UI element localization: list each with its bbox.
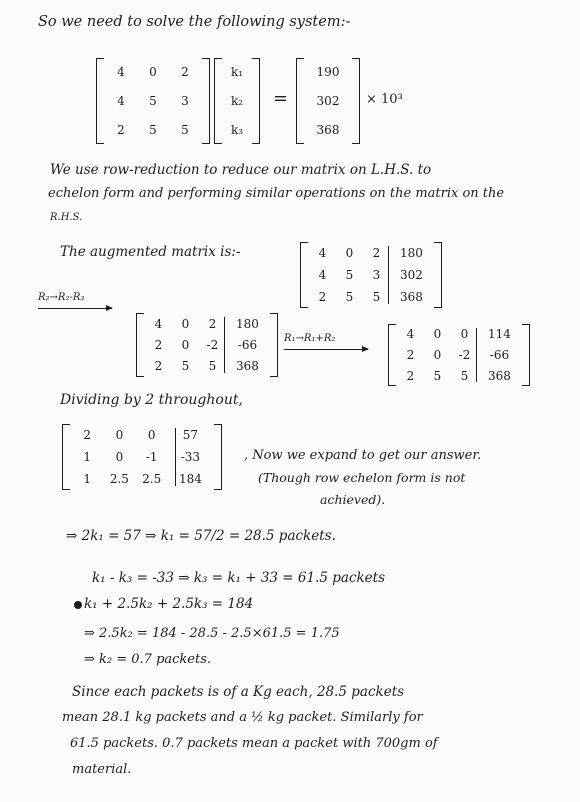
matrix-cell: 2 — [117, 122, 125, 137]
matrix-cell: 4 — [318, 246, 327, 260]
matrix-cell: 2 — [318, 290, 327, 304]
variable-cell: k₁ — [230, 65, 244, 80]
matrix-cell: -2 — [458, 347, 471, 362]
matrix-cell: 5 — [433, 368, 442, 383]
matrix-cell: 1 — [83, 450, 91, 464]
matrix-cell: 2 — [372, 246, 381, 260]
scale-factor: × 10³ — [366, 92, 403, 107]
matrix-cell: 2 — [208, 316, 217, 331]
rhs-cell: 368 — [316, 122, 340, 137]
paragraph-line: We use row-reduction to reduce our matrix on L.H.S. to — [50, 162, 432, 178]
matrix-cell: 368 — [235, 359, 259, 374]
matrix-cell: 0 — [181, 337, 190, 352]
matrix-cell: -66 — [237, 337, 258, 352]
matrix-cell: 3 — [372, 268, 381, 282]
closing-line: Since each packets is of a Kg each, 28.5 packets — [72, 684, 405, 700]
matrix-cell: 5 — [181, 122, 189, 137]
matrix-cell: 368 — [399, 290, 423, 304]
matrix-cell: 0 — [460, 327, 469, 342]
matrix-cell: 57 — [182, 428, 199, 442]
closing-line: mean 28.1 kg packets and a ½ kg packet. Similarly for — [62, 710, 423, 725]
row-operation-label: R₁→R₁+R₂ — [284, 333, 336, 344]
matrix-cell: 0 — [433, 327, 442, 342]
matrix-cell: 180 — [399, 246, 423, 260]
equation-line: k₁ - k₃ = -33 ⇒ k₃ = k₁ + 33 = 61.5 packets — [92, 570, 386, 586]
intro-text: So we need to solve the following system:- — [38, 14, 351, 30]
augment-divider — [388, 246, 389, 304]
matrix-cell: 2 — [154, 359, 163, 374]
matrix-cell: -33 — [180, 450, 201, 464]
variable-cell: k₃ — [230, 122, 244, 137]
matrix-cell: 4 — [154, 316, 163, 331]
augment-divider — [175, 428, 176, 486]
row-operation-label: R₂→R₂-R₃ — [38, 292, 85, 303]
matrix-cell: 2 — [154, 337, 163, 352]
matrix-cell: 5 — [149, 122, 157, 137]
matrix-cell: 2 — [406, 368, 415, 383]
closing-line: 61.5 packets. 0.7 packets mean a packet with 700gm of — [70, 736, 438, 751]
matrix-cell: 0 — [345, 246, 354, 260]
matrix-cell: 4 — [117, 93, 125, 108]
arrow-icon — [38, 308, 112, 309]
matrix-cell: 1 — [83, 472, 91, 486]
matrix-cell: 0 — [115, 450, 124, 464]
variable-cell: k₂ — [230, 93, 244, 108]
augmented-matrix-4 — [62, 424, 222, 490]
rhs-cell: 302 — [316, 93, 340, 108]
matrix-cell: 0 — [149, 65, 157, 80]
equation-line — [74, 596, 253, 612]
matrix-cell: 5 — [149, 93, 157, 108]
divide-label: Dividing by 2 throughout, — [60, 392, 243, 408]
matrix-cell: 4 — [318, 268, 327, 282]
matrix-cell: 2.5 — [109, 472, 129, 486]
matrix-cell: 114 — [487, 327, 511, 342]
variable-vector — [214, 58, 260, 144]
matrix-cell: 5 — [460, 368, 469, 383]
matrix-cell: 368 — [487, 368, 511, 383]
augmented-matrix-2 — [136, 313, 278, 377]
matrix-cell: -66 — [489, 347, 510, 362]
augmented-matrix-3 — [388, 324, 530, 386]
matrix-cell: 3 — [181, 93, 189, 108]
matrix-cell: 0 — [181, 316, 190, 331]
augment-divider — [476, 328, 477, 382]
paragraph-line: echelon form and performing similar operations on the matrix on the — [48, 186, 505, 201]
matrix-cell: 5 — [208, 359, 217, 374]
equals-sign: = — [273, 88, 289, 109]
expand-note-line: achieved). — [320, 492, 386, 507]
augmented-label: The augmented matrix is:- — [60, 244, 241, 260]
matrix-cell: 2 — [83, 428, 91, 442]
matrix-cell: 2.5 — [142, 472, 162, 486]
expand-note-line: , Now we expand to get our answer. — [244, 448, 482, 463]
rhs-vector — [296, 58, 360, 144]
matrix-cell: 184 — [178, 472, 202, 486]
augmented-matrix-1 — [300, 242, 442, 308]
matrix-cell: 5 — [181, 359, 190, 374]
matrix-cell: 0 — [115, 428, 124, 442]
paragraph-line: R.H.S. — [50, 212, 83, 223]
matrix-cell: 4 — [117, 65, 125, 80]
matrix-cell: 4 — [406, 327, 415, 342]
augment-divider — [224, 317, 225, 373]
matrix-cell: 2 — [406, 347, 415, 362]
matrix-cell: 5 — [345, 290, 354, 304]
matrix-cell: 0 — [433, 347, 442, 362]
matrix-cell: 5 — [372, 290, 381, 304]
matrix-cell: 180 — [235, 316, 259, 331]
rhs-cell: 190 — [316, 65, 340, 80]
matrix-cell: 302 — [399, 268, 423, 282]
matrix-cell: -1 — [145, 450, 158, 464]
equation-line: ⇒ 2k₁ = 57 ⇒ k₁ = 57/2 = 28.5 packets. — [66, 528, 336, 544]
arrow-icon — [284, 349, 368, 350]
equation-line: ⇒ 2.5k₂ = 184 - 28.5 - 2.5×61.5 = 1.75 — [84, 626, 340, 641]
matrix-cell: 0 — [147, 428, 156, 442]
equation-line: ⇒ k₂ = 0.7 packets. — [84, 652, 212, 667]
matrix-cell: 5 — [345, 268, 354, 282]
expand-note-line: (Though row echelon form is not — [258, 470, 466, 485]
equation-text: k₁ + 2.5k₂ + 2.5k₃ = 184 — [84, 596, 254, 612]
coefficient-matrix — [96, 58, 210, 144]
matrix-cell: 2 — [181, 65, 189, 80]
bullet-icon — [74, 601, 82, 609]
closing-line: material. — [72, 762, 132, 777]
matrix-cell: -2 — [206, 337, 219, 352]
